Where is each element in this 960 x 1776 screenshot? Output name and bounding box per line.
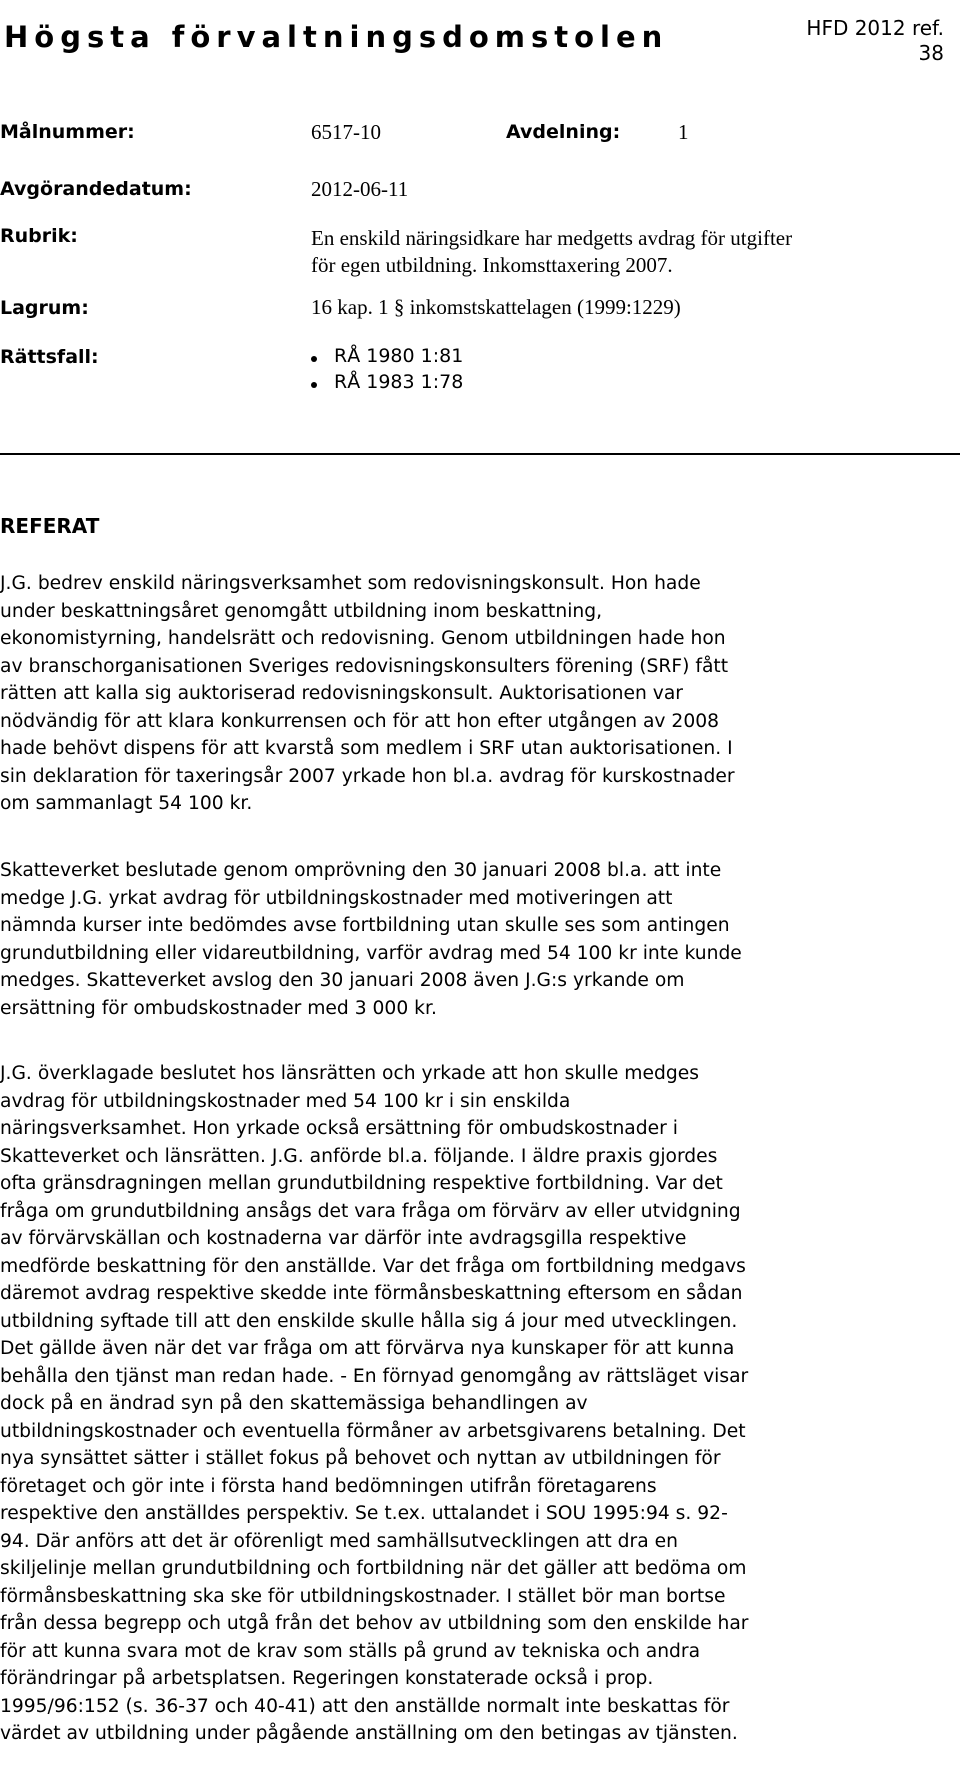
text-line: hade behövt dispens för att kvarstå som medlem i SRF utan auktorisationen. I <box>0 738 733 759</box>
text-line: Det gällde även när det var fråga om att förvärva nya kunskaper för att kunna <box>0 1338 735 1359</box>
text-line: behålla den tjänst man redan hade. - En förnyad genomgång av rättsläget visar <box>0 1365 749 1387</box>
text-line: Skatteverket beslutade genom omprövning den 30 januari 2008 bl.a. att inte <box>0 860 722 881</box>
text-line: ekonomistyrning, handelsrätt och redovisning. Genom utbildningen hade hon <box>0 628 726 649</box>
text-line: 1995/96:152 (s. 36-37 och 40-41) att den anställde normalt inte beskattas för <box>0 1695 730 1717</box>
text-line: under beskattningsåret genomgått utbildning inom beskattning, <box>0 600 603 622</box>
avdelning-value: 1 <box>678 120 689 144</box>
lagrum-label: Lagrum: <box>0 297 89 319</box>
text-line: förändringar på arbetsplatsen. Regeringen konstaterade också i prop. <box>0 1668 654 1689</box>
text-line: nya synsättet sätter i stället fokus på behovet och nyttan av utbildningen för <box>0 1448 721 1469</box>
text-line: respektive den anställdes perspektiv. Se t.ex. uttalandet i SOU 1995:94 s. 92- <box>0 1503 728 1524</box>
text-line: från dessa begrepp och utgå från det behov av utbildning som den enskilde har <box>0 1613 749 1634</box>
text-line: företaget och gör inte i första hand bedömningen utifrån företagarens <box>0 1475 657 1497</box>
referat-heading: REFERAT <box>0 514 100 538</box>
text-line: nödvändig för att klara konkurrensen och för att hon efter utgången av 2008 <box>0 710 719 732</box>
text-line: om sammanlagt 54 100 kr. <box>0 793 253 814</box>
text-line: J.G. överklagade beslutet hos länsrätten och yrkade att hon skulle medges <box>0 1063 699 1084</box>
case-reference-year: HFD 2012 ref. <box>806 16 944 40</box>
avdelning-label: Avdelning: <box>506 121 621 143</box>
text-line: Skatteverket och länsrätten. J.G. anförde bl.a. följande. I äldre praxis gjordes <box>0 1145 718 1167</box>
lagrum-value: 16 kap. 1 § inkomstskattelagen (1999:1229) <box>311 295 681 319</box>
text-line: utbildning syftade till att den enskilde skulle hålla sig á jour med utvecklingen. <box>0 1310 738 1332</box>
text-line: värdet av utbildning under pågående anställning om den betingas av tjänsten. <box>0 1723 738 1744</box>
malnummer-label: Målnummer: <box>0 121 135 143</box>
text-line: avdrag för utbildningskostnader med 54 100 kr i sin enskilda <box>0 1090 571 1112</box>
text-line: grundutbildning eller vidareutbildning, varför avdrag med 54 100 kr inte kunde <box>0 942 742 964</box>
text-line: J.G. bedrev enskild näringsverksamhet som redovisningskonsult. Hon hade <box>0 573 701 594</box>
rattsfall-item: RÅ 1983 1:78 <box>334 371 464 393</box>
text-line: näringsverksamhet. Hon yrkade också ersättning för ombudskostnader i <box>0 1118 678 1139</box>
text-line: ofta gränsdragningen mellan grundutbildning respektive fortbildning. Var det <box>0 1173 723 1194</box>
referat-paragraph <box>0 1060 952 1748</box>
rubrik-label: Rubrik: <box>0 225 78 247</box>
text-line: nämnda kurser inte bedömdes avse fortbildning utan skulle ses som antingen <box>0 915 730 936</box>
text-line: 94. Där anförs att det är oförenligt med samhällsutvecklingen att dra en <box>0 1530 678 1552</box>
case-reference-number: 38 <box>918 41 944 65</box>
bullet-icon <box>311 382 317 388</box>
text-line: medges. Skatteverket avslog den 30 januari 2008 även J.G:s yrkande om <box>0 970 685 991</box>
rubrik-line-1: En enskild näringsidkare har medgetts avdrag för utgifter <box>311 226 793 250</box>
text-line: skiljelinje mellan grundutbildning och fortbildning när det gäller att bedöma om <box>0 1558 747 1579</box>
avgorandedatum-label: Avgörandedatum: <box>0 178 192 200</box>
rubrik-line-2: för egen utbildning. Inkomsttaxering 2007. <box>311 253 673 277</box>
text-line: sin deklaration för taxeringsår 2007 yrkade hon bl.a. avdrag för kurskostnader <box>0 765 735 787</box>
court-name: Högsta förvaltningsdomstolen <box>4 20 669 54</box>
text-line: för att kunna svara mot de krav som ställs på grund av tekniska och andra <box>0 1640 701 1662</box>
text-line: fråga om grundutbildning ansågs det vara fråga om förvärv av eller utvidgning <box>0 1200 741 1222</box>
text-line: däremot avdrag respektive skedde inte förmånsbeskattning eftersom en sådan <box>0 1283 743 1304</box>
case-reference <box>806 16 944 66</box>
bullet-icon <box>311 356 317 362</box>
avgorandedatum-value: 2012-06-11 <box>311 177 409 201</box>
text-line: medge J.G. yrkat avdrag för utbildningskostnader med motiveringen att <box>0 887 673 909</box>
header-divider <box>0 453 960 455</box>
text-line: dock på en ändrad syn på den skattemässiga behandlingen av <box>0 1393 588 1414</box>
text-line: av förvärvskällan och kostnaderna var därför inte avdragsgilla respektive <box>0 1228 687 1249</box>
text-line: av branschorganisationen Sveriges redovisningskonsulters förening (SRF) fått <box>0 655 729 677</box>
text-line: utbildningskostnader och eventuella förmåner av arbetsgivarens betalning. Det <box>0 1420 746 1442</box>
malnummer-value: 6517-10 <box>311 120 381 144</box>
text-line: medförde beskattning för den anställde. Var det fråga om fortbildning medgavs <box>0 1255 746 1277</box>
rattsfall-label: Rättsfall: <box>0 346 99 368</box>
text-line: ersättning för ombudskostnader med 3 000 kr. <box>0 997 437 1019</box>
rattsfall-item: RÅ 1980 1:81 <box>334 345 464 367</box>
text-line: förmånsbeskattning ska ske för utbildningskostnader. I stället bör man bortse <box>0 1585 726 1607</box>
referat-paragraph <box>0 857 952 1022</box>
referat-paragraph <box>0 570 952 818</box>
text-line: rätten att kalla sig auktoriserad redovisningskonsult. Auktorisationen var <box>0 683 683 704</box>
